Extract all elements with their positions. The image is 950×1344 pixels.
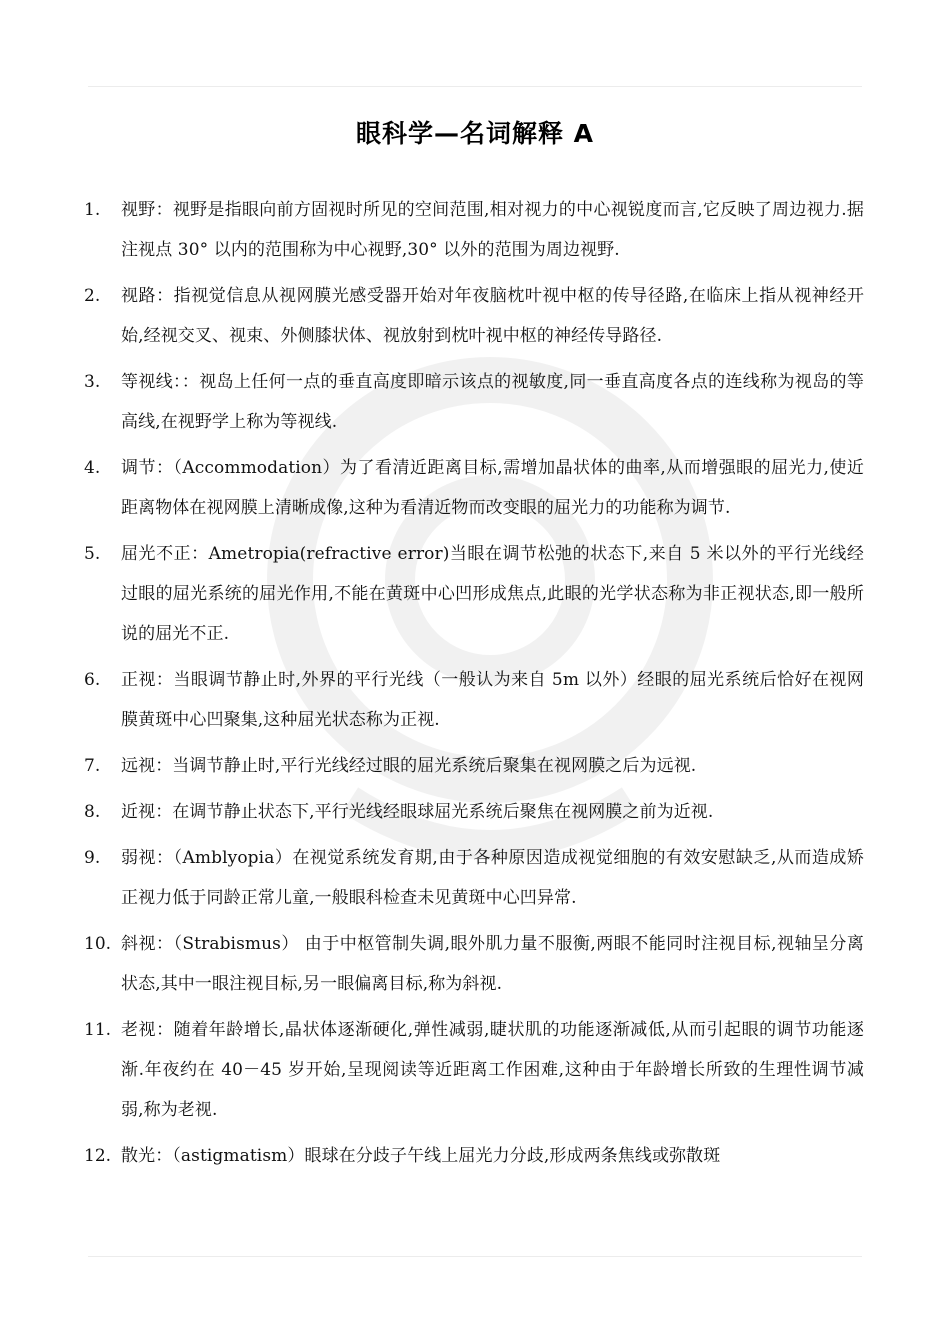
list-item xyxy=(84,792,864,832)
item-number: 11. xyxy=(84,1020,112,1040)
item-number: 1. xyxy=(84,200,101,220)
item-text: 斜视：（Strabismus） 由于中枢管制失调,眼外肌力量不服衡,两眼不能同时注视目标,视轴呈分离状态,其中一眼注视目标,另一眼偏离目标,称为斜视. xyxy=(121,934,864,994)
item-text: 散光：（astigmatism）眼球在分歧子午线上屈光力分歧,形成两条焦线或弥散斑 xyxy=(121,1146,721,1166)
item-number: 2. xyxy=(84,286,101,306)
document-title: 眼科学—名词解释 A xyxy=(355,119,595,148)
list-item xyxy=(84,838,864,918)
item-text: 视路：指视觉信息从视网膜光感受器开始对年夜脑枕叶视中枢的传导径路,在临床上指从视神经开始,经视交叉、视束、外侧膝状体、视放射到枕叶视中枢的神经传导路径. xyxy=(121,286,864,346)
list-item xyxy=(84,276,864,356)
item-number: 7. xyxy=(84,756,101,776)
footer-rule xyxy=(88,1256,862,1257)
list-item xyxy=(84,1010,864,1130)
item-number: 6. xyxy=(84,670,101,690)
list-item xyxy=(84,448,864,528)
list-item xyxy=(84,190,864,270)
list-item xyxy=(84,534,864,654)
item-text: 远视：当调节静止时,平行光线经过眼的屈光系统后聚集在视网膜之后为远视. xyxy=(121,756,697,776)
item-text: 等视线：：视岛上任何一点的垂直高度即暗示该点的视敏度,同一垂直高度各点的连线称为视岛的等高线,在视野学上称为等视线. xyxy=(121,372,864,432)
list-item xyxy=(84,362,864,442)
header-rule xyxy=(88,86,862,87)
list-item xyxy=(84,660,864,740)
item-number: 8. xyxy=(84,802,101,822)
item-text: 老视：随着年龄增长,晶状体逐渐硬化,弹性减弱,睫状肌的功能逐渐减低,从而引起眼的调节功能逐渐.年夜约在 40－45 岁开始,呈现阅读等近距离工作困难,这种由于年龄增长所致的生理性调节减弱,称为老视. xyxy=(121,1020,864,1120)
item-text: 屈光不正：Ametropia(refractive error)当眼在调节松弛的状态下,来自 5 米以外的平行光线经过眼的屈光系统的屈光作用,不能在黄斑中心凹形成焦点,此眼的光学状态称为非正视状态,即一般所说的屈光不正. xyxy=(121,544,864,644)
list-item xyxy=(84,1136,864,1176)
item-number: 9. xyxy=(84,848,101,868)
item-text: 近视：在调节静止状态下,平行光线经眼球屈光系统后聚焦在视网膜之前为近视. xyxy=(121,802,714,822)
item-number: 12. xyxy=(84,1146,112,1166)
item-number: 5. xyxy=(84,544,101,564)
item-number: 3. xyxy=(84,372,101,392)
definition-list xyxy=(84,190,864,1182)
item-text: 正视：当眼调节静止时,外界的平行光线（一般认为来自 5m 以外）经眼的屈光系统后恰好在视网膜黄斑中心凹聚集,这种屈光状态称为正视. xyxy=(121,670,864,730)
list-item xyxy=(84,746,864,786)
item-text: 调节：（Accommodation）为了看清近距离目标,需增加晶状体的曲率,从而增强眼的屈光力,使近距离物体在视网膜上清晰成像,这种为看清近物而改变眼的屈光力的功能称为调节. xyxy=(121,458,864,518)
item-number: 10. xyxy=(84,934,112,954)
item-text: 弱视：（Amblyopia）在视觉系统发育期,由于各种原因造成视觉细胞的有效安慰缺乏,从而造成矫正视力低于同龄正常儿童,一般眼科检查未见黄斑中心凹异常. xyxy=(121,848,864,908)
list-item xyxy=(84,924,864,1004)
item-number: 4. xyxy=(84,458,101,478)
item-text: 视野：视野是指眼向前方固视时所见的空间范围,相对视力的中心视锐度而言,它反映了周边视力.据注视点 30° 以内的范围称为中心视野,30° 以外的范围为周边视野. xyxy=(121,200,864,260)
